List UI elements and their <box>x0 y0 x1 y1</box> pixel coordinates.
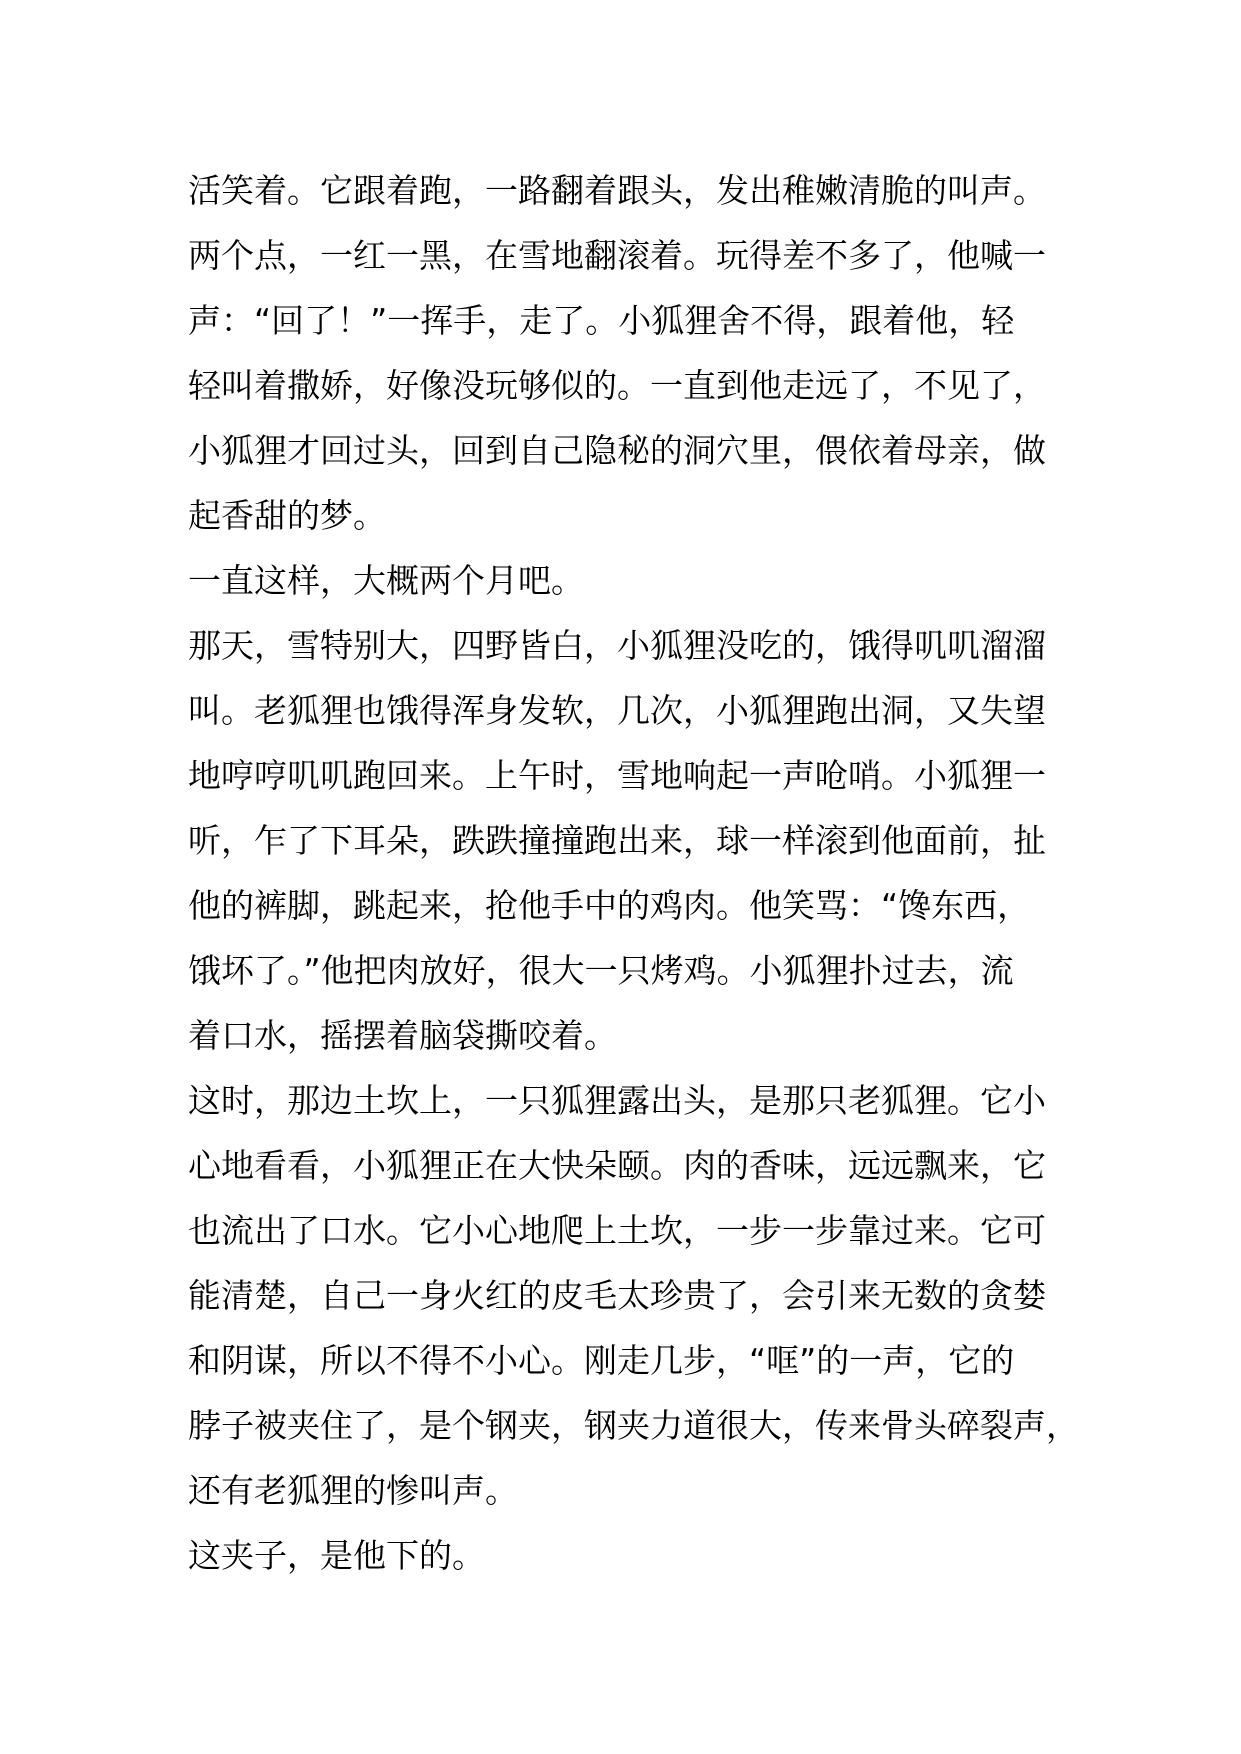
text-line: 那天，雪特别大，四野皆白，小狐狸没吃的，饿得叽叽溜溜 <box>188 626 1046 665</box>
text-line: 两个点，一红一黑，在雪地翻滚着。玩得差不多了，他喊一 <box>188 236 1046 275</box>
text-line: 也流出了口水。它小心地爬上土坎，一步一步靠过来。它可 <box>188 1211 1046 1250</box>
document-body <box>188 158 1079 1588</box>
text-line: 和阴谋，所以不得不小心。刚走几步，“哐”的一声，它的 <box>188 1341 1015 1380</box>
text-line: 这时，那边土坎上，一只狐狸露出头，是那只老狐狸。它小 <box>188 1081 1046 1120</box>
text-line: 能清楚，自己一身火红的皮毛太珍贵了，会引来无数的贪婪 <box>188 1276 1046 1315</box>
text-line: 活笑着。它跟着跑，一路翻着跟头，发出稚嫩清脆的叫声。 <box>188 171 1046 210</box>
text-line: 叫。老狐狸也饿得浑身发软，几次，小狐狸跑出洞，又失望 <box>188 691 1046 730</box>
text-line: 听，乍了下耳朵，跌跌撞撞跑出来，球一样滚到他面前，扯 <box>188 821 1046 860</box>
text-line: 心地看看，小狐狸正在大快朵颐。肉的香味，远远飘来，它 <box>188 1146 1046 1185</box>
text-line: 着口水，摇摆着脑袋撕咬着。 <box>188 1016 617 1055</box>
text-line: 一直这样，大概两个月吧。 <box>188 561 584 600</box>
text-line: 脖子被夹住了，是个钢夹，钢夹力道很大，传来骨头碎裂声， <box>188 1406 1079 1445</box>
text-line: 地哼哼叽叽跑回来。上午时，雪地响起一声呛哨。小狐狸一 <box>188 756 1046 795</box>
text-line: 他的裤脚，跳起来，抢他手中的鸡肉。他笑骂：“馋东西， <box>188 886 1031 925</box>
text-line: 这夹子，是他下的。 <box>188 1536 485 1575</box>
text-line: 起香甜的梦。 <box>188 496 386 535</box>
text-line: 声：“回了！”一挥手，走了。小狐狸舍不得，跟着他，轻 <box>188 301 1015 340</box>
text-line: 还有老狐狸的惨叫声。 <box>188 1471 518 1510</box>
text-line: 小狐狸才回过头，回到自己隐秘的洞穴里，偎依着母亲，做 <box>188 431 1046 470</box>
text-line: 饿坏了。”他把肉放好，很大一只烤鸡。小狐狸扑过去，流 <box>188 951 1014 990</box>
text-line: 轻叫着撒娇，好像没玩够似的。一直到他走远了，不见了， <box>188 366 1046 405</box>
